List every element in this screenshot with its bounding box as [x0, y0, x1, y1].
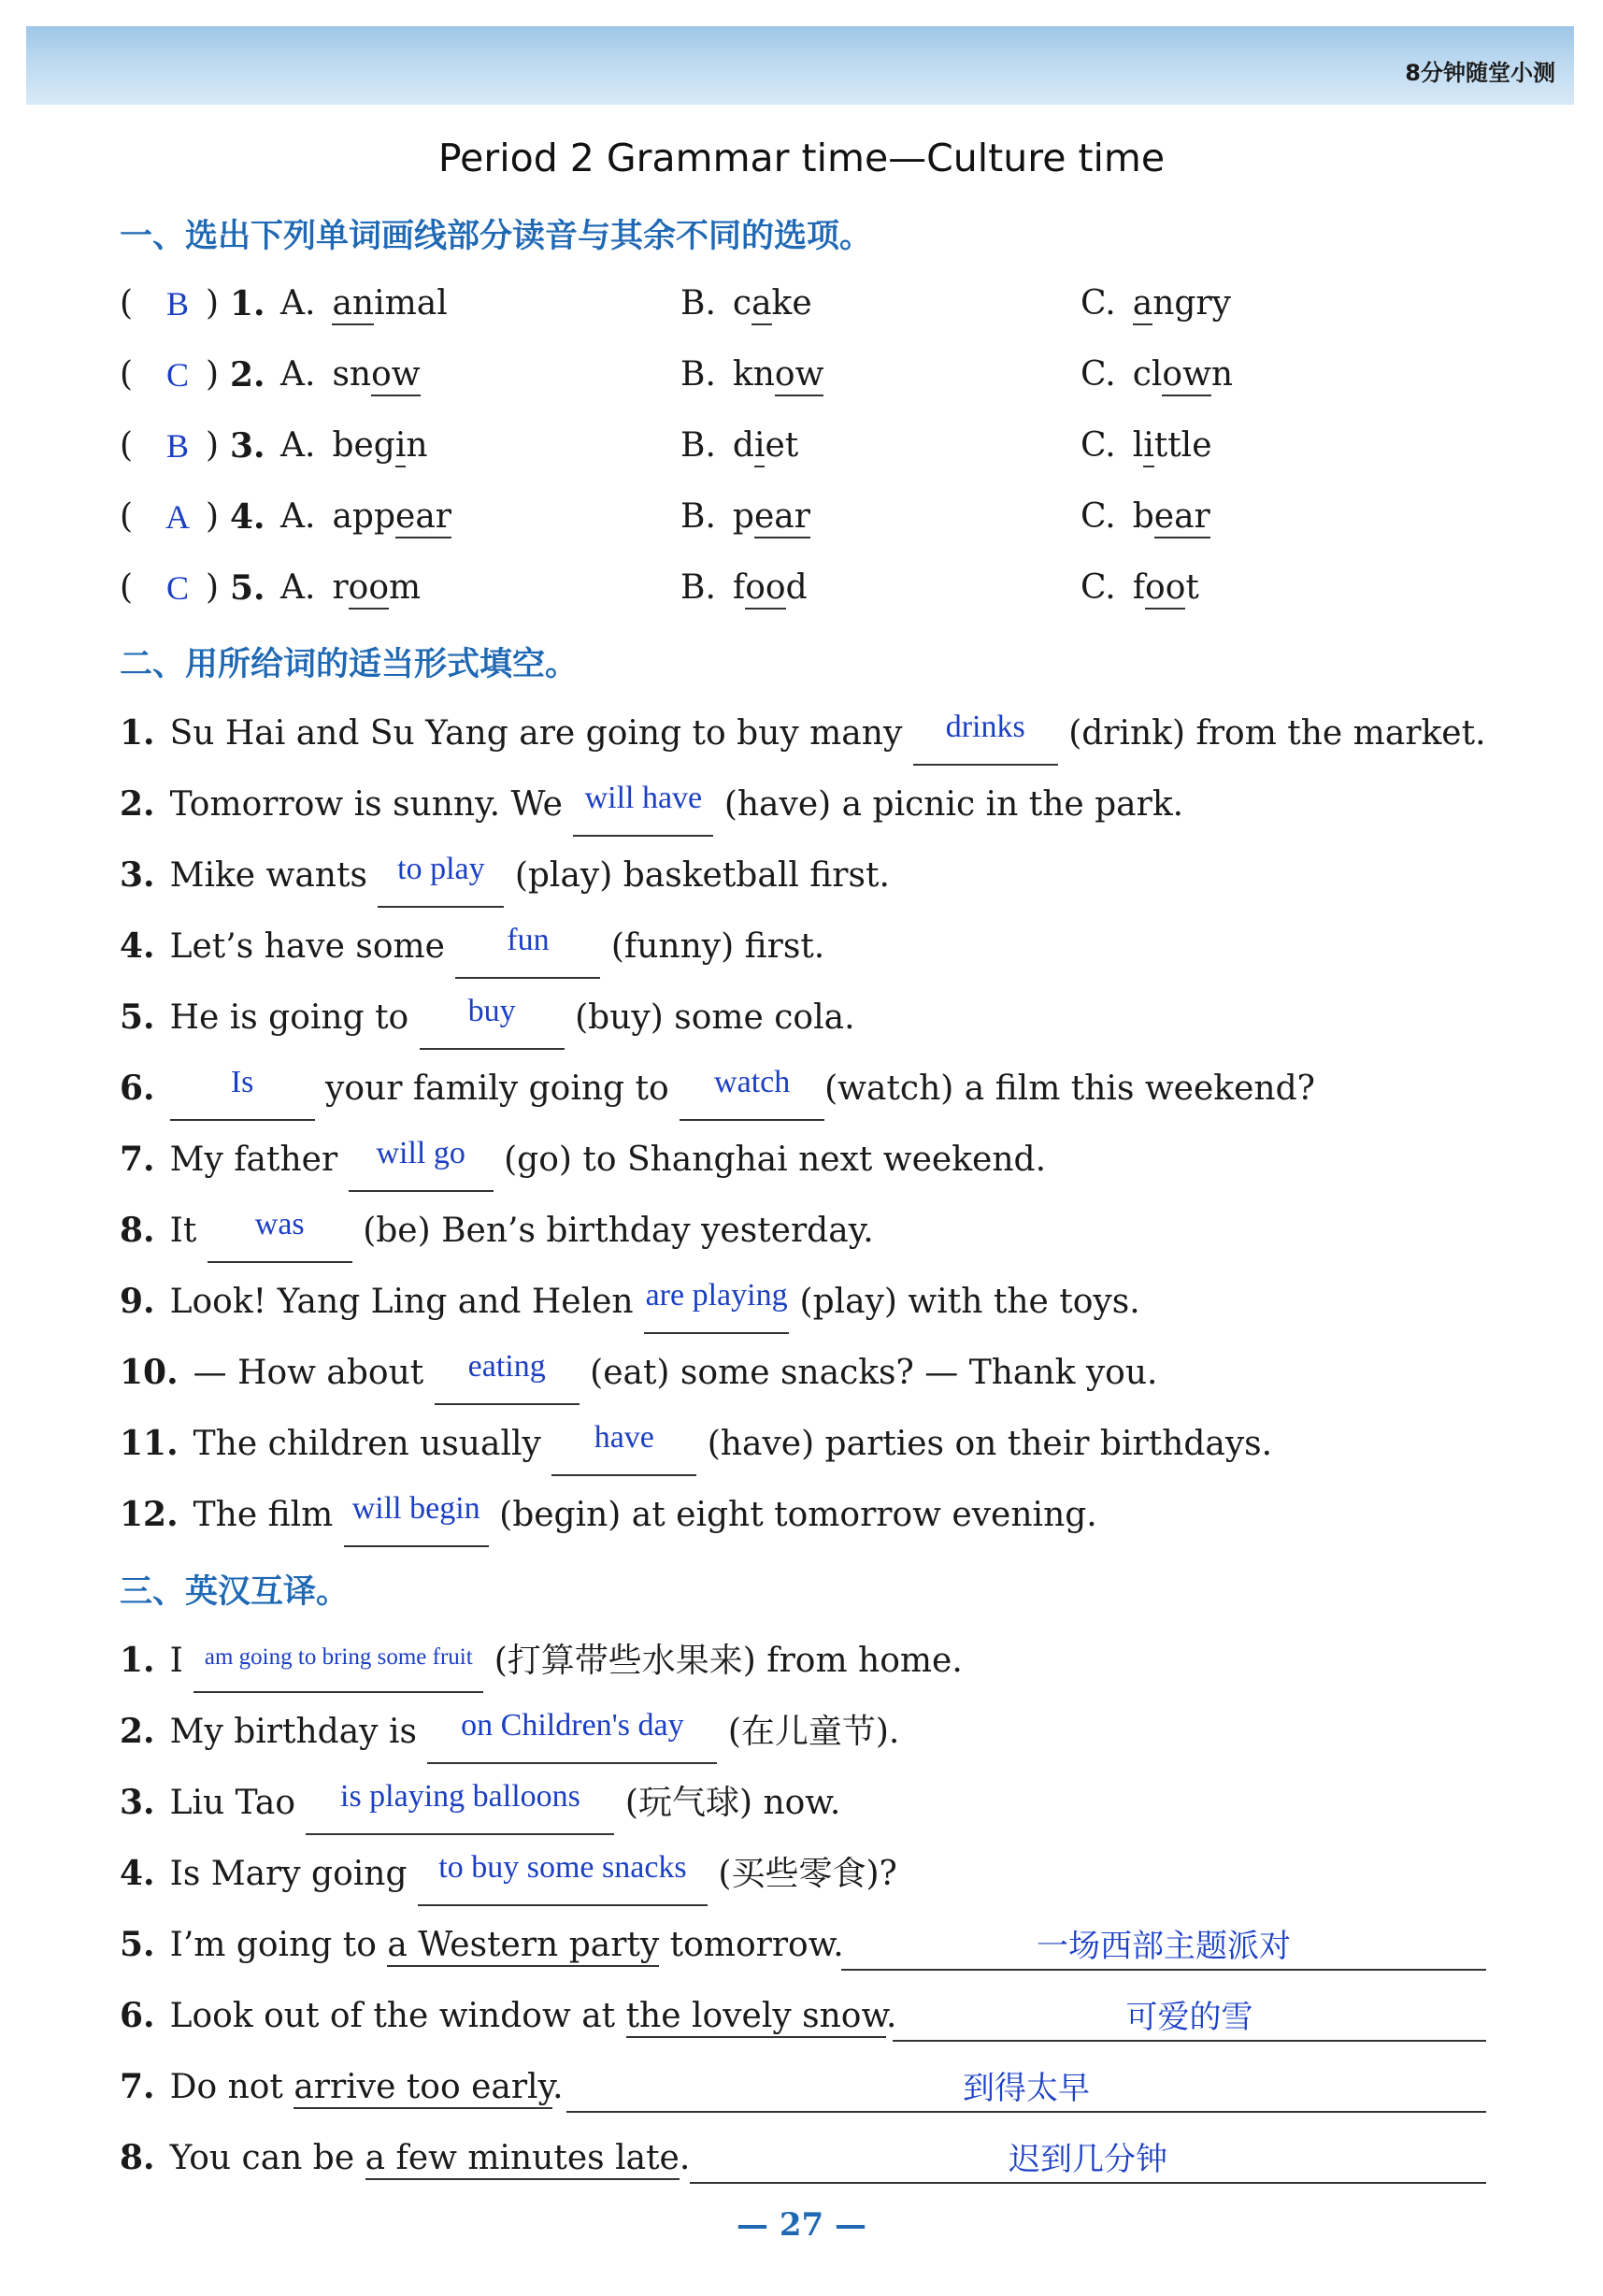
option-c-word: little — [1133, 426, 1212, 465]
answer-blank — [378, 852, 504, 908]
sentence-text: My father — [169, 1141, 338, 1179]
option-c — [1081, 418, 1212, 474]
option-a — [280, 276, 448, 332]
question-number: 7. — [120, 1140, 155, 1179]
answer-blank — [344, 1491, 489, 1547]
page-title: Period 2 Grammar time—Culture time — [437, 136, 1166, 180]
fill-row — [120, 1415, 1272, 1471]
answer-blank — [420, 994, 565, 1050]
question-number: 4. — [230, 497, 265, 537]
sentence-text: Do not — [169, 2068, 294, 2106]
fill-row — [120, 1273, 1140, 1329]
option-b — [680, 347, 823, 403]
option-c — [1081, 276, 1231, 332]
answer-blank — [349, 1136, 494, 1192]
question-number: 1. — [120, 713, 155, 753]
translation-answer: 到得太早 — [963, 2070, 1090, 2107]
question-number: 1. — [230, 284, 265, 323]
question-number: 7. — [120, 2067, 155, 2106]
answer-text: watch — [714, 1065, 791, 1099]
translate-row — [120, 1632, 963, 1688]
fill-row — [120, 1131, 1046, 1187]
fill-row — [120, 1060, 1315, 1116]
question-number: 2. — [230, 355, 265, 395]
option-a-letter: A. — [280, 284, 316, 323]
sentence-text: The children usually — [193, 1425, 541, 1463]
option-c — [1081, 489, 1210, 545]
question-number: 8. — [120, 2138, 155, 2177]
answer-text: will go — [376, 1136, 465, 1170]
option-a-word: begin — [332, 426, 427, 465]
sentence-text: Look out of the window at — [169, 1997, 626, 2035]
underlined-phrase: arrive too early — [293, 2068, 552, 2109]
sentence-text: (watch) a film this weekend? — [824, 1069, 1315, 1108]
answer-text: are playing — [645, 1278, 788, 1313]
sentence-text: Look! Yang Ling and Helen — [169, 1283, 634, 1321]
question-number: 12. — [120, 1495, 179, 1534]
option-c — [1081, 347, 1233, 403]
translation-line — [841, 1922, 1486, 1971]
answer-blank — [680, 1065, 824, 1121]
translation-answer: 可爱的雪 — [1125, 1999, 1253, 2036]
answer-text: fun — [507, 923, 550, 957]
sentence-text: (funny) first. — [610, 927, 825, 966]
option-a-letter: A. — [280, 355, 316, 394]
answer-blank — [193, 1644, 483, 1693]
question-number: 4. — [120, 926, 155, 966]
paren-open: ( — [120, 284, 134, 323]
translation-line — [893, 1993, 1486, 2042]
answer-text: Is — [230, 1065, 254, 1099]
question-number: 3. — [230, 426, 265, 466]
translate-row — [120, 1703, 899, 1759]
option-c-letter: C. — [1081, 426, 1116, 465]
paren-open: ( — [120, 355, 134, 394]
option-b — [680, 276, 812, 332]
paren-open: ( — [120, 568, 134, 607]
question-number: 4. — [120, 1854, 155, 1893]
sentence-text: — How about — [193, 1354, 424, 1392]
question-number: 5. — [120, 997, 155, 1037]
fill-row — [120, 989, 855, 1045]
sentence-text: your family going to — [325, 1069, 669, 1108]
option-a — [280, 489, 451, 545]
page-number: — 27 — — [737, 2206, 866, 2244]
sentence-text: (play) with the toys. — [799, 1283, 1140, 1321]
option-a — [280, 560, 421, 616]
option-c-word: angry — [1133, 284, 1231, 323]
fill-row — [120, 1486, 1097, 1543]
answer-text: have — [594, 1420, 654, 1455]
underlined-phrase: the lovely snow — [626, 1997, 886, 2038]
translation-answer: 迟到几分钟 — [1009, 2141, 1167, 2178]
sentence-text: You can be — [169, 2139, 365, 2177]
option-a-word: room — [332, 568, 421, 607]
answer: B — [165, 285, 189, 323]
sentence-text: (have) a picnic in the park. — [723, 785, 1184, 824]
answer-text: was — [254, 1207, 305, 1241]
question-number: 5. — [230, 568, 265, 608]
question-number: 8. — [120, 1211, 155, 1250]
option-b — [680, 560, 808, 616]
answer-text: will begin — [351, 1491, 480, 1526]
option-c-letter: C. — [1081, 284, 1116, 323]
header-banner — [26, 26, 1574, 105]
answer: A — [165, 498, 190, 536]
option-b-word: cake — [733, 284, 812, 323]
answer-text: buy — [467, 994, 516, 1028]
option-b-letter: B. — [680, 355, 716, 394]
question-number: 9. — [120, 1282, 155, 1321]
option-b-letter: B. — [680, 497, 716, 536]
question-number: 11. — [120, 1424, 179, 1463]
sentence-text: Liu Tao — [169, 1784, 295, 1822]
translate-row — [120, 2059, 564, 2115]
question-number: 5. — [120, 1925, 155, 1964]
sentence-text: . — [886, 1997, 897, 2035]
answer-text: drinks — [945, 710, 1025, 744]
option-b-word: pear — [733, 497, 810, 536]
sentence-text: The film — [193, 1496, 334, 1534]
answer-blank — [208, 1207, 352, 1263]
question-number: 1. — [120, 1641, 155, 1680]
sentence-text: (play) basketball first. — [514, 856, 890, 895]
sentence-text: I — [169, 1642, 183, 1680]
sentence-text: (have) parties on their birthdays. — [707, 1425, 1273, 1463]
section-1-heading: 一、选出下列单词画线部分读音与其余不同的选项。 — [120, 218, 873, 255]
answer-blank — [427, 1708, 717, 1764]
sentence-text: (玩气球) now. — [624, 1784, 841, 1822]
header-label: 8分钟随堂小测 — [1405, 60, 1555, 86]
question-number: 6. — [120, 1996, 155, 2035]
option-a-word: appear — [332, 497, 451, 536]
option-c-word: clown — [1133, 355, 1233, 394]
translation-answer: 一场西部主题派对 — [1037, 1928, 1291, 1965]
translation-line — [566, 2064, 1486, 2113]
paren-close: ) — [206, 568, 220, 607]
paren-open: ( — [120, 426, 134, 465]
sentence-text: He is going to — [169, 998, 409, 1037]
answer-text: eating — [467, 1349, 546, 1384]
option-a — [280, 418, 428, 474]
option-b-letter: B. — [680, 284, 716, 323]
answer-blank — [170, 1065, 315, 1121]
answer-blank — [913, 710, 1058, 766]
answer-blank — [551, 1420, 696, 1476]
translate-row — [120, 1774, 840, 1830]
sentence-text: Is Mary going — [169, 1855, 408, 1893]
answer-text: to play — [397, 852, 485, 886]
sentence-text: tomorrow. — [659, 1926, 844, 1964]
answer-text: is playing balloons — [340, 1779, 580, 1814]
question-number: 10. — [120, 1353, 179, 1392]
answer-text: on Children's day — [461, 1708, 684, 1743]
sentence-text: (begin) at eight tomorrow evening. — [499, 1496, 1097, 1534]
option-c-word: bear — [1133, 497, 1210, 536]
answer-blank — [455, 923, 600, 979]
paren-open: ( — [120, 497, 134, 536]
translate-row — [120, 1845, 897, 1901]
option-a-letter: A. — [280, 568, 316, 607]
underlined-phrase: a Western party — [387, 1926, 659, 1967]
sentence-text: . — [552, 2068, 564, 2106]
fill-row — [120, 776, 1183, 832]
sentence-text: Mike wants — [169, 856, 367, 895]
sentence-text: (drink) from the market. — [1068, 714, 1486, 753]
option-c-letter: C. — [1081, 355, 1116, 394]
translate-row — [120, 1987, 896, 2044]
answer: B — [165, 427, 189, 465]
option-c — [1081, 560, 1199, 616]
sentence-text: (buy) some cola. — [575, 998, 855, 1037]
fill-row — [120, 705, 1486, 761]
fill-row — [120, 1344, 1157, 1400]
sentence-text: My birthday is — [169, 1713, 417, 1751]
sentence-text: (eat) some snacks? — Thank you. — [590, 1354, 1158, 1392]
answer-blank — [573, 781, 713, 837]
translate-row — [120, 2130, 690, 2186]
translation-line — [690, 2135, 1486, 2184]
option-a-word: snow — [332, 355, 420, 394]
option-b-word: know — [733, 355, 824, 394]
option-c-letter: C. — [1081, 497, 1116, 536]
sentence-text: (买些零食)? — [718, 1855, 897, 1893]
sentence-text: Let’s have some — [169, 927, 445, 966]
paren-close: ) — [206, 497, 220, 536]
option-b-letter: B. — [680, 426, 716, 465]
section-3-heading: 三、英汉互译。 — [120, 1573, 350, 1611]
sentence-text: (在儿童节). — [727, 1713, 900, 1751]
answer-text: to buy some snacks — [438, 1850, 687, 1885]
answer-blank — [306, 1779, 614, 1835]
sentence-text: . — [679, 2139, 691, 2177]
sentence-text: Su Hai and Su Yang are going to buy many — [169, 714, 903, 753]
option-c-letter: C. — [1081, 568, 1116, 607]
paren-close: ) — [206, 355, 220, 394]
option-c-word: foot — [1133, 568, 1199, 607]
option-b-word: diet — [733, 426, 798, 465]
question-number: 3. — [120, 855, 155, 895]
question-number: 3. — [120, 1783, 155, 1822]
paren-close: ) — [206, 426, 220, 465]
answer: C — [165, 356, 189, 394]
answer-blank — [644, 1278, 789, 1334]
option-a-letter: A. — [280, 497, 316, 536]
sentence-text: I’m going to — [169, 1926, 388, 1964]
question-number: 6. — [120, 1069, 155, 1108]
underlined-phrase: a few minutes late — [365, 2139, 680, 2180]
answer-text: will have — [584, 781, 703, 815]
paren-close: ) — [206, 284, 220, 323]
sentence-text: (打算带些水果来) from home. — [494, 1642, 963, 1680]
fill-row — [120, 847, 890, 903]
sentence-text: Tomorrow is sunny. We — [169, 785, 563, 824]
answer: C — [165, 569, 189, 607]
option-b — [680, 489, 810, 545]
option-a — [280, 347, 421, 403]
answer-text: am going to bring some fruit — [204, 1644, 473, 1670]
answer-blank — [418, 1850, 708, 1906]
section-2-heading: 二、用所给词的适当形式填空。 — [120, 646, 579, 683]
option-b-word: food — [733, 568, 808, 607]
fill-row — [120, 1202, 874, 1258]
sentence-text: (be) Ben’s birthday yesterday. — [363, 1212, 874, 1250]
fill-row — [120, 918, 824, 974]
option-b — [680, 418, 798, 474]
sentence-text: (go) to Shanghai next weekend. — [504, 1141, 1047, 1179]
translate-row — [120, 1916, 844, 1973]
option-a-letter: A. — [280, 426, 316, 465]
question-number: 2. — [120, 1712, 155, 1751]
option-b-letter: B. — [680, 568, 716, 607]
option-a-word: animal — [332, 284, 447, 323]
sentence-text: It — [169, 1212, 197, 1250]
question-number: 2. — [120, 784, 155, 824]
answer-blank — [435, 1349, 580, 1405]
